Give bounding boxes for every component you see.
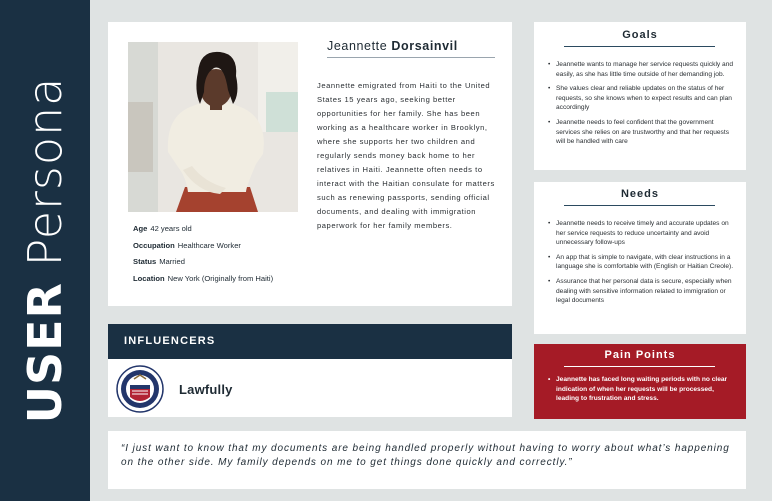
detail-location bbox=[133, 271, 273, 288]
goals-panel bbox=[534, 22, 746, 170]
sidebar-title bbox=[18, 77, 72, 424]
list-item: • An app that is simple to navigate, with clear instructions in a language she is comfortable with (English or Haitian Creole). bbox=[548, 253, 736, 272]
goals-divider bbox=[564, 46, 715, 47]
influencers-title: INFLUENCERS bbox=[124, 335, 216, 347]
persona-details bbox=[133, 221, 273, 287]
list-item: • She values clear and reliable updates on the status of her requests, so she knows when to expect results and can plan accordingly bbox=[548, 84, 736, 113]
needs-title: Needs bbox=[620, 188, 660, 200]
influencers-body bbox=[108, 359, 512, 417]
detail-value: Healthcare Worker bbox=[177, 240, 241, 250]
detail-value: 42 years old bbox=[150, 224, 192, 233]
detail-label: Occupation bbox=[133, 240, 175, 250]
detail-age bbox=[133, 221, 273, 238]
detail-label: Location bbox=[133, 273, 165, 283]
needs-list bbox=[548, 219, 736, 311]
list-item: • Assurance that her personal data is secure, especially when dealing with sensitive information related to immigration or legal documents bbox=[548, 277, 736, 306]
list-item: • Jeannette needs to receive timely and accurate updates on her service requests to reduce uncertainty and avoid unnecessary follow-ups bbox=[548, 219, 736, 248]
persona-name bbox=[327, 39, 458, 53]
pain-points-panel bbox=[534, 344, 746, 419]
profile-card bbox=[108, 22, 512, 306]
goals-list bbox=[548, 60, 736, 152]
detail-status bbox=[133, 254, 273, 271]
detail-label: Status bbox=[133, 257, 157, 266]
detail-occupation bbox=[133, 238, 273, 255]
needs-divider bbox=[564, 205, 715, 206]
persona-photo bbox=[128, 42, 298, 212]
persona-quote-card bbox=[108, 431, 746, 489]
list-item: • Jeannette needs to feel confident that the government services she relies on are trustworthy and that her requests will be handled with care bbox=[548, 118, 736, 147]
pain-points-list bbox=[548, 375, 736, 409]
detail-value: Married bbox=[159, 257, 185, 266]
name-divider bbox=[327, 57, 495, 58]
persona-bio: Jeannette emigrated from Haiti to the United States 15 years ago, seeking better opportunities for her family. She has been working as a healthcare worker in Brooklyn, where she supports her two children and regularly sends money back home to her relatives in Haiti. Jeannette often needs to interact with the Haitian consulate for matters such as renewing passports, sending official documents, and dealing with immigration paperwork for her family members. bbox=[317, 81, 495, 230]
detail-value: New York (Originally from Haiti) bbox=[167, 273, 274, 283]
sidebar bbox=[0, 0, 90, 501]
persona-last-name: Dorsainvil bbox=[391, 39, 458, 53]
detail-label: Age bbox=[133, 224, 148, 233]
lawfully-logo: Lawfully bbox=[179, 382, 233, 397]
list-item: • Jeannette has faced long waiting periods with no clear indication of when her requests will be processed, leading to frustration and stress. bbox=[548, 375, 736, 404]
sidebar-title-bold: USER bbox=[18, 282, 72, 424]
goals-title: Goals bbox=[622, 29, 658, 41]
list-item: • Jeannette wants to manage her service requests quickly and easily, as she has little time outside of her demanding job. bbox=[548, 60, 736, 79]
persona-quote: “I just want to know that my documents are being handled properly without having to worry about what’s happening on the other side. My family depends on me to get things done quickly and correctly.” bbox=[121, 443, 730, 468]
pain-points-title: Pain Points bbox=[604, 349, 676, 361]
uscis-seal-logo bbox=[116, 365, 164, 413]
persona-portrait-illustration bbox=[128, 42, 298, 212]
persona-first-name: Jeannette bbox=[327, 39, 388, 53]
influencers-header bbox=[108, 324, 512, 359]
pain-points-divider bbox=[564, 366, 715, 367]
sidebar-title-light: Persona bbox=[18, 76, 72, 267]
needs-panel bbox=[534, 182, 746, 334]
